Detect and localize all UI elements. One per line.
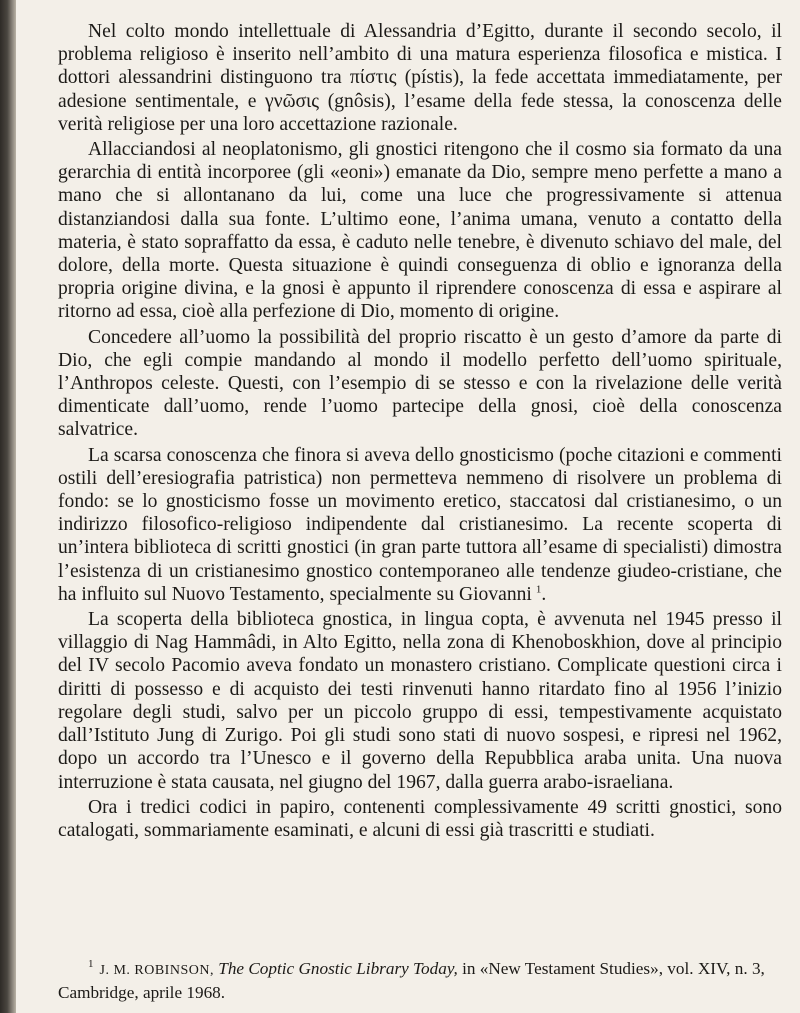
footnote-rest: in «New Testament Studies», vol. XIV, n. 3, Cambridge, aprile 1968.	[58, 959, 765, 1002]
footnote	[58, 958, 782, 1004]
footnote-ref[interactable]: 1	[535, 583, 542, 596]
paragraph-5: La scoperta della biblioteca gnostica, in lingua copta, è avvenuta nel 1945 presso il villaggio di Nag Hammâdi, in Alto Egitto, nella zona di Khenoboskhion, dove al principio del IV secolo Pacomio aveva fondato un monastero cristiano. Complicate questioni circa i diritti di possesso e di acquisto dei testi rinvenuti hanno ritardato fino al 1956 l’inizio regolare degli studi, salvo per un piccolo gruppo di essi, tempestivamente acquistato dall’Istituto Jung di Zurigo. Poi gli studi sono stati di nuovo sospesi, e ripresi nel 1962, dopo un accordo tra l’Unesco e il governo della Repubblica araba unita. Una nuova interruzione è stata causata, nel giugno del 1967, dalla guerra arabo-israeliana.	[58, 609, 782, 793]
paragraph-4-text: La scarsa conoscenza che finora si aveva dello gnosticismo (poche citazioni e commenti ostili dell’eresiografia patristica) non permetteva nemmeno di risolvere un problema di fondo: se lo gnosticismo fosse un movimento eretico, staccatosi dal cristianesimo, o un indirizzo filosofico-religioso indipendente dal cristianesimo. La recente scoperta di un’intera biblioteca di scritti gnostici (in gran parte tuttora all’esame di specialisti) dimostra l’esistenza di un cristianesimo gnostico contemporaneo alle tendenze giudeo-cristiane, che ha influito sul Nuovo Testamento, specialmente su Giovanni	[58, 444, 782, 605]
footnote-number: 1	[88, 958, 94, 971]
footnote-author: J. M. ROBINSON,	[99, 963, 214, 978]
book-gutter-shadow	[0, 0, 16, 1013]
paragraph-4: La scarsa conoscenza che finora si aveva dello gnosticismo (poche citazioni e commenti ostili dell’eresiografia patristica) non permetteva nemmeno di risolvere un problema di fondo: se lo gnosticismo fosse un movimento eretico, staccatosi dal cristianesimo, o un indirizzo filosofico-religioso indipendente dal cristianesimo. La recente scoperta di un’intera biblioteca di scritti gnostici (in gran parte tuttora all’esame di specialisti) dimostra l’esistenza di un cristianesimo gnostico contemporaneo alle tendenze giudeo-cristiane, che ha influito sul Nuovo Testamento, specialmente su Giovanni $^1$.	[58, 444, 782, 605]
paragraph-1: Nel colto mondo intellettuale di Alessandria d’Egitto, durante il secondo secolo, il problema religioso è inserito nell’ambito di una matura esperienza filosofica e mistica. I dottori alessandrini distinguono tra πίστις (pístis), la fede accettata immediatamente, per adesione sentimentale, e γνῶσις (gnôsis), l’esame della fede stessa, la conoscenza delle verità religiose per una loro accettazione razionale.	[58, 21, 782, 135]
document-body	[58, 20, 782, 842]
paragraph-3: Concedere all’uomo la possibilità del proprio riscatto è un gesto d’amore da parte di Dio, che egli compie mandando al mondo il modello perfetto dell’uomo spirituale, l’Anthropos celeste. Questi, con l’esempio di se stesso e con la rivelazione delle verità dimenticate dall’uomo, rende l’uomo partecipe della gnosi, cioè della conoscenza salvatrice.	[58, 326, 782, 441]
paragraph-6: Ora i tredici codici in papiro, contenenti complessivamente 49 scritti gnostici, sono catalogati, sommariamente esaminati, e alcuni di essi già trascritti e studiati.	[58, 796, 782, 841]
footnote-title: The Coptic Gnostic Library Today,	[218, 959, 458, 978]
paragraph-2: Allacciandosi al neoplatonismo, gli gnostici ritengono che il cosmo sia formato da una gerarchia di entità incorporee (gli «eoni») emanate da Dio, sempre meno perfette a mano a mano che si allontanano da lui, come una luce che progressivamente si attenua distanziandosi dalla sua fonte. L’ultimo eone, l’anima umana, venuto a contatto della materia, è stato sopraffatto da essa, è caduto nelle tenebre, è divenuto schiavo del male, del dolore, della morte. Questa situazione è quindi conseguenza di oblio e ignoranza della propria origine divina, e la gnosi è appunto il riprendere conoscenza di essa e aspirare al ritorno ad essa, cioè alla perfezione di Dio, momento di origine.	[58, 139, 782, 323]
